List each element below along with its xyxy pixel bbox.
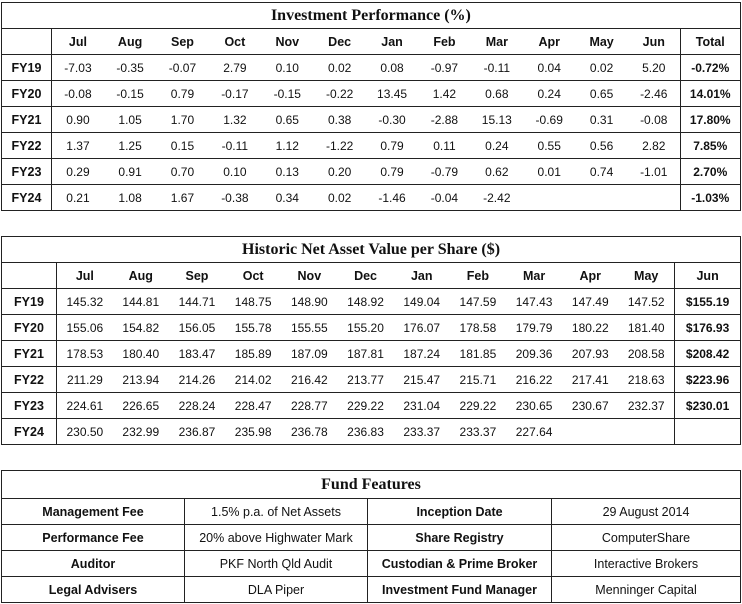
- nav-value: 230.67: [562, 393, 618, 419]
- monthly-return: -0.97: [418, 55, 470, 81]
- nav-value: 147.59: [450, 289, 506, 315]
- monthly-return: [523, 185, 575, 211]
- year-label: FY22: [2, 367, 57, 393]
- feature-row: [2, 499, 741, 525]
- jun-nav-value: $176.93: [675, 315, 741, 341]
- feature-row: [2, 551, 741, 577]
- nav-value: 180.40: [113, 341, 169, 367]
- nav-value: 208.58: [618, 341, 674, 367]
- monthly-return: 1.05: [104, 107, 156, 133]
- feature-label: Custodian & Prime Broker: [368, 551, 552, 577]
- nav-value: 215.71: [450, 367, 506, 393]
- nav-value: 183.47: [169, 341, 225, 367]
- year-label: FY23: [2, 393, 57, 419]
- nav-value: 155.78: [225, 315, 281, 341]
- feature-value: Interactive Brokers: [552, 551, 741, 577]
- nav-value: 207.93: [562, 341, 618, 367]
- monthly-return: -0.15: [104, 81, 156, 107]
- nav-value: 185.89: [225, 341, 281, 367]
- jun-nav-value: $223.96: [675, 367, 741, 393]
- nav-value: 232.99: [113, 419, 169, 445]
- month-header: Mar: [506, 263, 562, 289]
- monthly-return: -0.69: [523, 107, 575, 133]
- monthly-return: 0.04: [523, 55, 575, 81]
- month-header: Jan: [394, 263, 450, 289]
- monthly-return: -0.11: [471, 55, 523, 81]
- feature-row: [2, 577, 741, 603]
- performance-row: [2, 107, 741, 133]
- performance-header-row: [2, 29, 741, 55]
- nav-value: 235.98: [225, 419, 281, 445]
- monthly-return: 1.42: [418, 81, 470, 107]
- monthly-return: 0.70: [156, 159, 208, 185]
- month-header: Aug: [113, 263, 169, 289]
- monthly-return: 0.10: [209, 159, 261, 185]
- nav-header-row: [2, 263, 741, 289]
- nav-value: 154.82: [113, 315, 169, 341]
- monthly-return: 0.15: [156, 133, 208, 159]
- nav-value: 226.65: [113, 393, 169, 419]
- nav-value: 228.24: [169, 393, 225, 419]
- month-header: May: [575, 29, 627, 55]
- year-label: FY19: [2, 55, 52, 81]
- monthly-return: 0.79: [366, 133, 418, 159]
- nav-value: 209.36: [506, 341, 562, 367]
- monthly-return: -0.11: [209, 133, 261, 159]
- nav-value: 214.02: [225, 367, 281, 393]
- nav-row: [2, 289, 741, 315]
- monthly-return: -7.03: [52, 55, 104, 81]
- nav-value: 147.43: [506, 289, 562, 315]
- monthly-return: 0.29: [52, 159, 104, 185]
- monthly-return: 13.45: [366, 81, 418, 107]
- nav-value: 228.47: [225, 393, 281, 419]
- monthly-return: 0.01: [523, 159, 575, 185]
- feature-label: Performance Fee: [2, 525, 185, 551]
- monthly-return: 0.91: [104, 159, 156, 185]
- nav-value: 156.05: [169, 315, 225, 341]
- monthly-return: -1.22: [313, 133, 365, 159]
- feature-label: Share Registry: [368, 525, 552, 551]
- monthly-return: 0.02: [313, 185, 365, 211]
- month-header: Aug: [104, 29, 156, 55]
- monthly-return: 0.10: [261, 55, 313, 81]
- monthly-return: 0.08: [366, 55, 418, 81]
- nav-value: 187.09: [281, 341, 337, 367]
- monthly-return: 0.11: [418, 133, 470, 159]
- monthly-return: 0.24: [523, 81, 575, 107]
- monthly-return: -0.07: [156, 55, 208, 81]
- nav-value: 231.04: [394, 393, 450, 419]
- total-return: -1.03%: [680, 185, 740, 211]
- feature-value: 29 August 2014: [552, 499, 741, 525]
- nav-value: 236.87: [169, 419, 225, 445]
- monthly-return: -2.46: [628, 81, 680, 107]
- monthly-return: 0.20: [313, 159, 365, 185]
- feature-value: PKF North Qld Audit: [185, 551, 368, 577]
- monthly-return: -0.35: [104, 55, 156, 81]
- monthly-return: 1.67: [156, 185, 208, 211]
- feature-value: Menninger Capital: [552, 577, 741, 603]
- feature-value: 20% above Highwater Mark: [185, 525, 368, 551]
- month-header: Nov: [281, 263, 337, 289]
- month-header: Jul: [52, 29, 104, 55]
- monthly-return: 1.25: [104, 133, 156, 159]
- monthly-return: -0.38: [209, 185, 261, 211]
- performance-row: [2, 159, 741, 185]
- monthly-return: -0.17: [209, 81, 261, 107]
- jun-nav-value: $155.19: [675, 289, 741, 315]
- monthly-return: 1.70: [156, 107, 208, 133]
- monthly-return: 2.79: [209, 55, 261, 81]
- monthly-return: 1.08: [104, 185, 156, 211]
- nav-value: 178.53: [57, 341, 113, 367]
- monthly-return: 0.34: [261, 185, 313, 211]
- month-header: Sep: [156, 29, 208, 55]
- monthly-return: -1.46: [366, 185, 418, 211]
- monthly-return: 0.24: [471, 133, 523, 159]
- nav-value: 145.32: [57, 289, 113, 315]
- month-header: Apr: [562, 263, 618, 289]
- monthly-return: 0.55: [523, 133, 575, 159]
- performance-row: [2, 81, 741, 107]
- nav-value: 180.22: [562, 315, 618, 341]
- monthly-return: 1.37: [52, 133, 104, 159]
- nav-value: 147.52: [618, 289, 674, 315]
- nav-value: 148.75: [225, 289, 281, 315]
- year-label: FY24: [2, 185, 52, 211]
- jun-header: Jun: [675, 263, 741, 289]
- nav-value: 233.37: [450, 419, 506, 445]
- month-header: Nov: [261, 29, 313, 55]
- performance-title: Investment Performance (%): [2, 3, 741, 29]
- month-header: Feb: [450, 263, 506, 289]
- total-return: 2.70%: [680, 159, 740, 185]
- monthly-return: [575, 185, 627, 211]
- monthly-return: 0.79: [366, 159, 418, 185]
- feature-label: Auditor: [2, 551, 185, 577]
- nav-value: 148.92: [337, 289, 393, 315]
- nav-value: 155.20: [337, 315, 393, 341]
- monthly-return: -2.42: [471, 185, 523, 211]
- feature-label: Legal Advisers: [2, 577, 185, 603]
- feature-label: Investment Fund Manager: [368, 577, 552, 603]
- month-header: Feb: [418, 29, 470, 55]
- month-header: Apr: [523, 29, 575, 55]
- nav-value: [618, 419, 674, 445]
- monthly-return: -0.08: [628, 107, 680, 133]
- nav-value: [562, 419, 618, 445]
- nav-value: 232.37: [618, 393, 674, 419]
- total-header: Total: [680, 29, 740, 55]
- historic-nav-table: [1, 236, 741, 445]
- monthly-return: 0.38: [313, 107, 365, 133]
- month-header: Oct: [209, 29, 261, 55]
- monthly-return: 0.65: [575, 81, 627, 107]
- monthly-return: 0.68: [471, 81, 523, 107]
- performance-row: [2, 185, 741, 211]
- total-return: 7.85%: [680, 133, 740, 159]
- nav-value: 144.81: [113, 289, 169, 315]
- jun-nav-value: $230.01: [675, 393, 741, 419]
- nav-value: 149.04: [394, 289, 450, 315]
- nav-value: 228.77: [281, 393, 337, 419]
- nav-value: 216.42: [281, 367, 337, 393]
- nav-value: 181.85: [450, 341, 506, 367]
- monthly-return: [628, 185, 680, 211]
- monthly-return: -0.08: [52, 81, 104, 107]
- nav-value: 224.61: [57, 393, 113, 419]
- nav-value: 229.22: [450, 393, 506, 419]
- nav-value: 148.90: [281, 289, 337, 315]
- monthly-return: -0.30: [366, 107, 418, 133]
- nav-value: 179.79: [506, 315, 562, 341]
- monthly-return: -1.01: [628, 159, 680, 185]
- feature-label: Inception Date: [368, 499, 552, 525]
- nav-value: 216.22: [506, 367, 562, 393]
- month-header: Jun: [628, 29, 680, 55]
- nav-value: 187.24: [394, 341, 450, 367]
- monthly-return: 0.90: [52, 107, 104, 133]
- monthly-return: 0.31: [575, 107, 627, 133]
- total-return: 14.01%: [680, 81, 740, 107]
- year-label: FY21: [2, 107, 52, 133]
- nav-row: [2, 393, 741, 419]
- year-label: FY20: [2, 81, 52, 107]
- nav-value: 215.47: [394, 367, 450, 393]
- nav-value: 214.26: [169, 367, 225, 393]
- nav-value: 213.77: [337, 367, 393, 393]
- month-header: Dec: [313, 29, 365, 55]
- monthly-return: 0.02: [575, 55, 627, 81]
- monthly-return: 5.20: [628, 55, 680, 81]
- monthly-return: 15.13: [471, 107, 523, 133]
- monthly-return: -0.79: [418, 159, 470, 185]
- nav-value: 230.50: [57, 419, 113, 445]
- feature-label: Management Fee: [2, 499, 185, 525]
- year-label: FY20: [2, 315, 57, 341]
- monthly-return: 0.02: [313, 55, 365, 81]
- feature-value: 1.5% p.a. of Net Assets: [185, 499, 368, 525]
- nav-value: 187.81: [337, 341, 393, 367]
- year-label: FY23: [2, 159, 52, 185]
- jun-nav-value: $208.42: [675, 341, 741, 367]
- monthly-return: 0.79: [156, 81, 208, 107]
- year-label: FY22: [2, 133, 52, 159]
- nav-value: 181.40: [618, 315, 674, 341]
- monthly-return: -0.15: [261, 81, 313, 107]
- monthly-return: -2.88: [418, 107, 470, 133]
- total-return: -0.72%: [680, 55, 740, 81]
- total-return: 17.80%: [680, 107, 740, 133]
- jun-nav-value: [675, 419, 741, 445]
- nav-value: 236.83: [337, 419, 393, 445]
- nav-value: 144.71: [169, 289, 225, 315]
- nav-value: 155.55: [281, 315, 337, 341]
- year-label: FY21: [2, 341, 57, 367]
- monthly-return: 0.74: [575, 159, 627, 185]
- month-header: Jul: [57, 263, 113, 289]
- nav-value: 230.65: [506, 393, 562, 419]
- monthly-return: -0.04: [418, 185, 470, 211]
- month-header: Oct: [225, 263, 281, 289]
- feature-value: DLA Piper: [185, 577, 368, 603]
- nav-row: [2, 315, 741, 341]
- nav-value: 147.49: [562, 289, 618, 315]
- month-header: Mar: [471, 29, 523, 55]
- monthly-return: 1.12: [261, 133, 313, 159]
- year-label: FY24: [2, 419, 57, 445]
- monthly-return: 0.62: [471, 159, 523, 185]
- monthly-return: 2.82: [628, 133, 680, 159]
- nav-value: 211.29: [57, 367, 113, 393]
- corner-cell: [2, 263, 57, 289]
- investment-performance-table: [1, 2, 741, 211]
- monthly-return: 1.32: [209, 107, 261, 133]
- nav-value: 233.37: [394, 419, 450, 445]
- nav-value: 155.06: [57, 315, 113, 341]
- nav-row: [2, 341, 741, 367]
- monthly-return: 0.65: [261, 107, 313, 133]
- monthly-return: -0.22: [313, 81, 365, 107]
- feature-value: ComputerShare: [552, 525, 741, 551]
- year-label: FY19: [2, 289, 57, 315]
- nav-row: [2, 419, 741, 445]
- corner-cell: [2, 29, 52, 55]
- nav-row: [2, 367, 741, 393]
- performance-row: [2, 55, 741, 81]
- monthly-return: 0.21: [52, 185, 104, 211]
- nav-value: 229.22: [337, 393, 393, 419]
- monthly-return: 0.13: [261, 159, 313, 185]
- performance-row: [2, 133, 741, 159]
- nav-value: 218.63: [618, 367, 674, 393]
- nav-value: 236.78: [281, 419, 337, 445]
- nav-value: 213.94: [113, 367, 169, 393]
- fund-features-table: [1, 470, 741, 603]
- nav-title: Historic Net Asset Value per Share ($): [2, 237, 741, 263]
- month-header: Dec: [337, 263, 393, 289]
- nav-value: 178.58: [450, 315, 506, 341]
- month-header: May: [618, 263, 674, 289]
- nav-value: 176.07: [394, 315, 450, 341]
- monthly-return: 0.56: [575, 133, 627, 159]
- nav-value: 227.64: [506, 419, 562, 445]
- features-title: Fund Features: [2, 471, 741, 499]
- nav-value: 217.41: [562, 367, 618, 393]
- feature-row: [2, 525, 741, 551]
- month-header: Sep: [169, 263, 225, 289]
- month-header: Jan: [366, 29, 418, 55]
